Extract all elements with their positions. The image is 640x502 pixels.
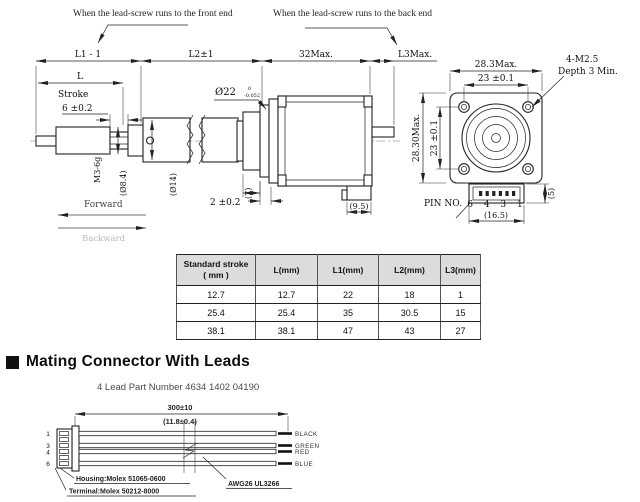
cell: 22 <box>318 286 379 304</box>
mating-connector-drawing <box>0 398 640 502</box>
dim-28-3-max: 28.3Max. <box>474 60 518 70</box>
dim-dia-22-tol-upper: 0 <box>248 86 252 92</box>
dim-23-horizontal: 23 ±0.1 <box>477 74 515 84</box>
wire-label-green: GREEN <box>295 442 320 450</box>
dim-28-30-max: 28.30Max. <box>412 113 422 163</box>
dim-5: (5) <box>547 187 556 200</box>
housing-note: Housing:Molex 51065-0600 <box>76 476 166 483</box>
pin-numbers: 6 4 3 1 <box>467 200 527 210</box>
dim-dia-22-tol-lower: -0.052 <box>244 93 261 99</box>
tap-leader <box>532 76 564 107</box>
terminal-note: Terminal:Molex 50212-8000 <box>69 488 160 496</box>
front-view <box>412 55 618 224</box>
leader-front-end <box>98 25 188 43</box>
cell: 12.7 <box>177 286 256 304</box>
dim-7: (7) <box>244 187 253 199</box>
header-standard-stroke-line2: ( mm ) <box>203 270 229 280</box>
dim-32max: 32Max. <box>299 50 333 60</box>
pin-no-label: PIN NO. <box>424 199 462 209</box>
label-stroke: Stroke <box>58 90 89 100</box>
dim-dia-22: Ø22 <box>215 87 236 98</box>
dim-9-5: (9.5) <box>349 202 369 211</box>
dim-l2: L2±1 <box>188 50 214 60</box>
dim-l1: L1 - 1 <box>74 50 102 60</box>
table-row <box>177 286 481 304</box>
dim-dia-14: (Ø14) <box>169 173 178 196</box>
dim-thread: M3-6g <box>93 156 102 183</box>
tap-note-line1: 4-M2.5 <box>566 55 599 65</box>
lead-part-number-note: 4 Lead Part Number 4634 1402 04190 <box>97 382 260 393</box>
table-row <box>177 322 481 340</box>
stroke-table <box>176 254 481 340</box>
cell: 35 <box>318 304 379 322</box>
dimension-drawing <box>0 0 640 250</box>
cell: 38.1 <box>256 322 318 340</box>
cell: 18 <box>379 286 441 304</box>
dim-dia-8-4: (Ø8.4) <box>119 170 128 196</box>
cell: 47 <box>318 322 379 340</box>
dim-16-5: (16.5) <box>483 211 509 220</box>
dim-2: 2 ±0.2 <box>210 198 241 208</box>
lead-connector-housing <box>57 426 79 471</box>
stroke-dimension <box>38 72 142 130</box>
label-forward: Forward <box>84 200 123 210</box>
dim-6: 6 ±0.2 <box>62 104 93 114</box>
dim-300: 300±10 <box>167 403 193 412</box>
dim-11-8: (11.8±0.4) <box>163 417 197 426</box>
dim-l: L <box>77 72 83 82</box>
pin-label-4: 4 <box>46 449 50 457</box>
tap-note-line2: Depth 3 Min. <box>558 67 618 77</box>
motor-connector-tab <box>347 186 371 200</box>
wire-label-black: BLACK <box>295 430 318 438</box>
header-l: L(mm) <box>256 255 318 286</box>
header-standard-stroke-line1: Standard stroke <box>183 259 249 270</box>
header-l2: L2(mm) <box>379 255 441 286</box>
dim-l3max: L3Max. <box>398 50 433 60</box>
cell: 30.5 <box>379 304 441 322</box>
direction-arrows <box>58 200 146 244</box>
cell: 38.1 <box>177 322 256 340</box>
lead-wires <box>79 421 292 473</box>
pin-label-1: 1 <box>46 431 50 438</box>
cell: 1 <box>441 286 481 304</box>
cell: 12.7 <box>256 286 318 304</box>
cell: 43 <box>379 322 441 340</box>
pin-label-3: 3 <box>46 443 50 450</box>
cell: 27 <box>441 322 481 340</box>
section-title: Mating Connector With Leads <box>26 353 250 370</box>
note-front-end: When the lead-screw runs to the front end <box>73 9 233 19</box>
square-bullet-icon <box>6 356 19 369</box>
wire-label-red: RED <box>295 448 310 456</box>
leader-back-end <box>305 28 397 45</box>
pin-label-6: 6 <box>46 461 50 468</box>
header-standard-stroke <box>177 255 256 286</box>
note-back-end: When the lead-screw runs to the back end <box>273 9 433 19</box>
cell: 15 <box>441 304 481 322</box>
table-header-row <box>177 255 481 286</box>
cell: 25.4 <box>177 304 256 322</box>
wire-spec-note: AWG26 UL3266 <box>228 481 280 488</box>
header-l3: L3(mm) <box>441 255 481 286</box>
wire-label-blue: BLUE <box>295 460 314 468</box>
dim-23-vertical: 23 ±0.1 <box>430 119 440 157</box>
table-row <box>177 304 481 322</box>
label-backward: Backward <box>82 234 126 244</box>
cell: 25.4 <box>256 304 318 322</box>
section-heading <box>6 353 250 371</box>
motor-body <box>278 96 372 186</box>
rear-lead-screw <box>372 127 394 137</box>
header-l1: L1(mm) <box>318 255 379 286</box>
